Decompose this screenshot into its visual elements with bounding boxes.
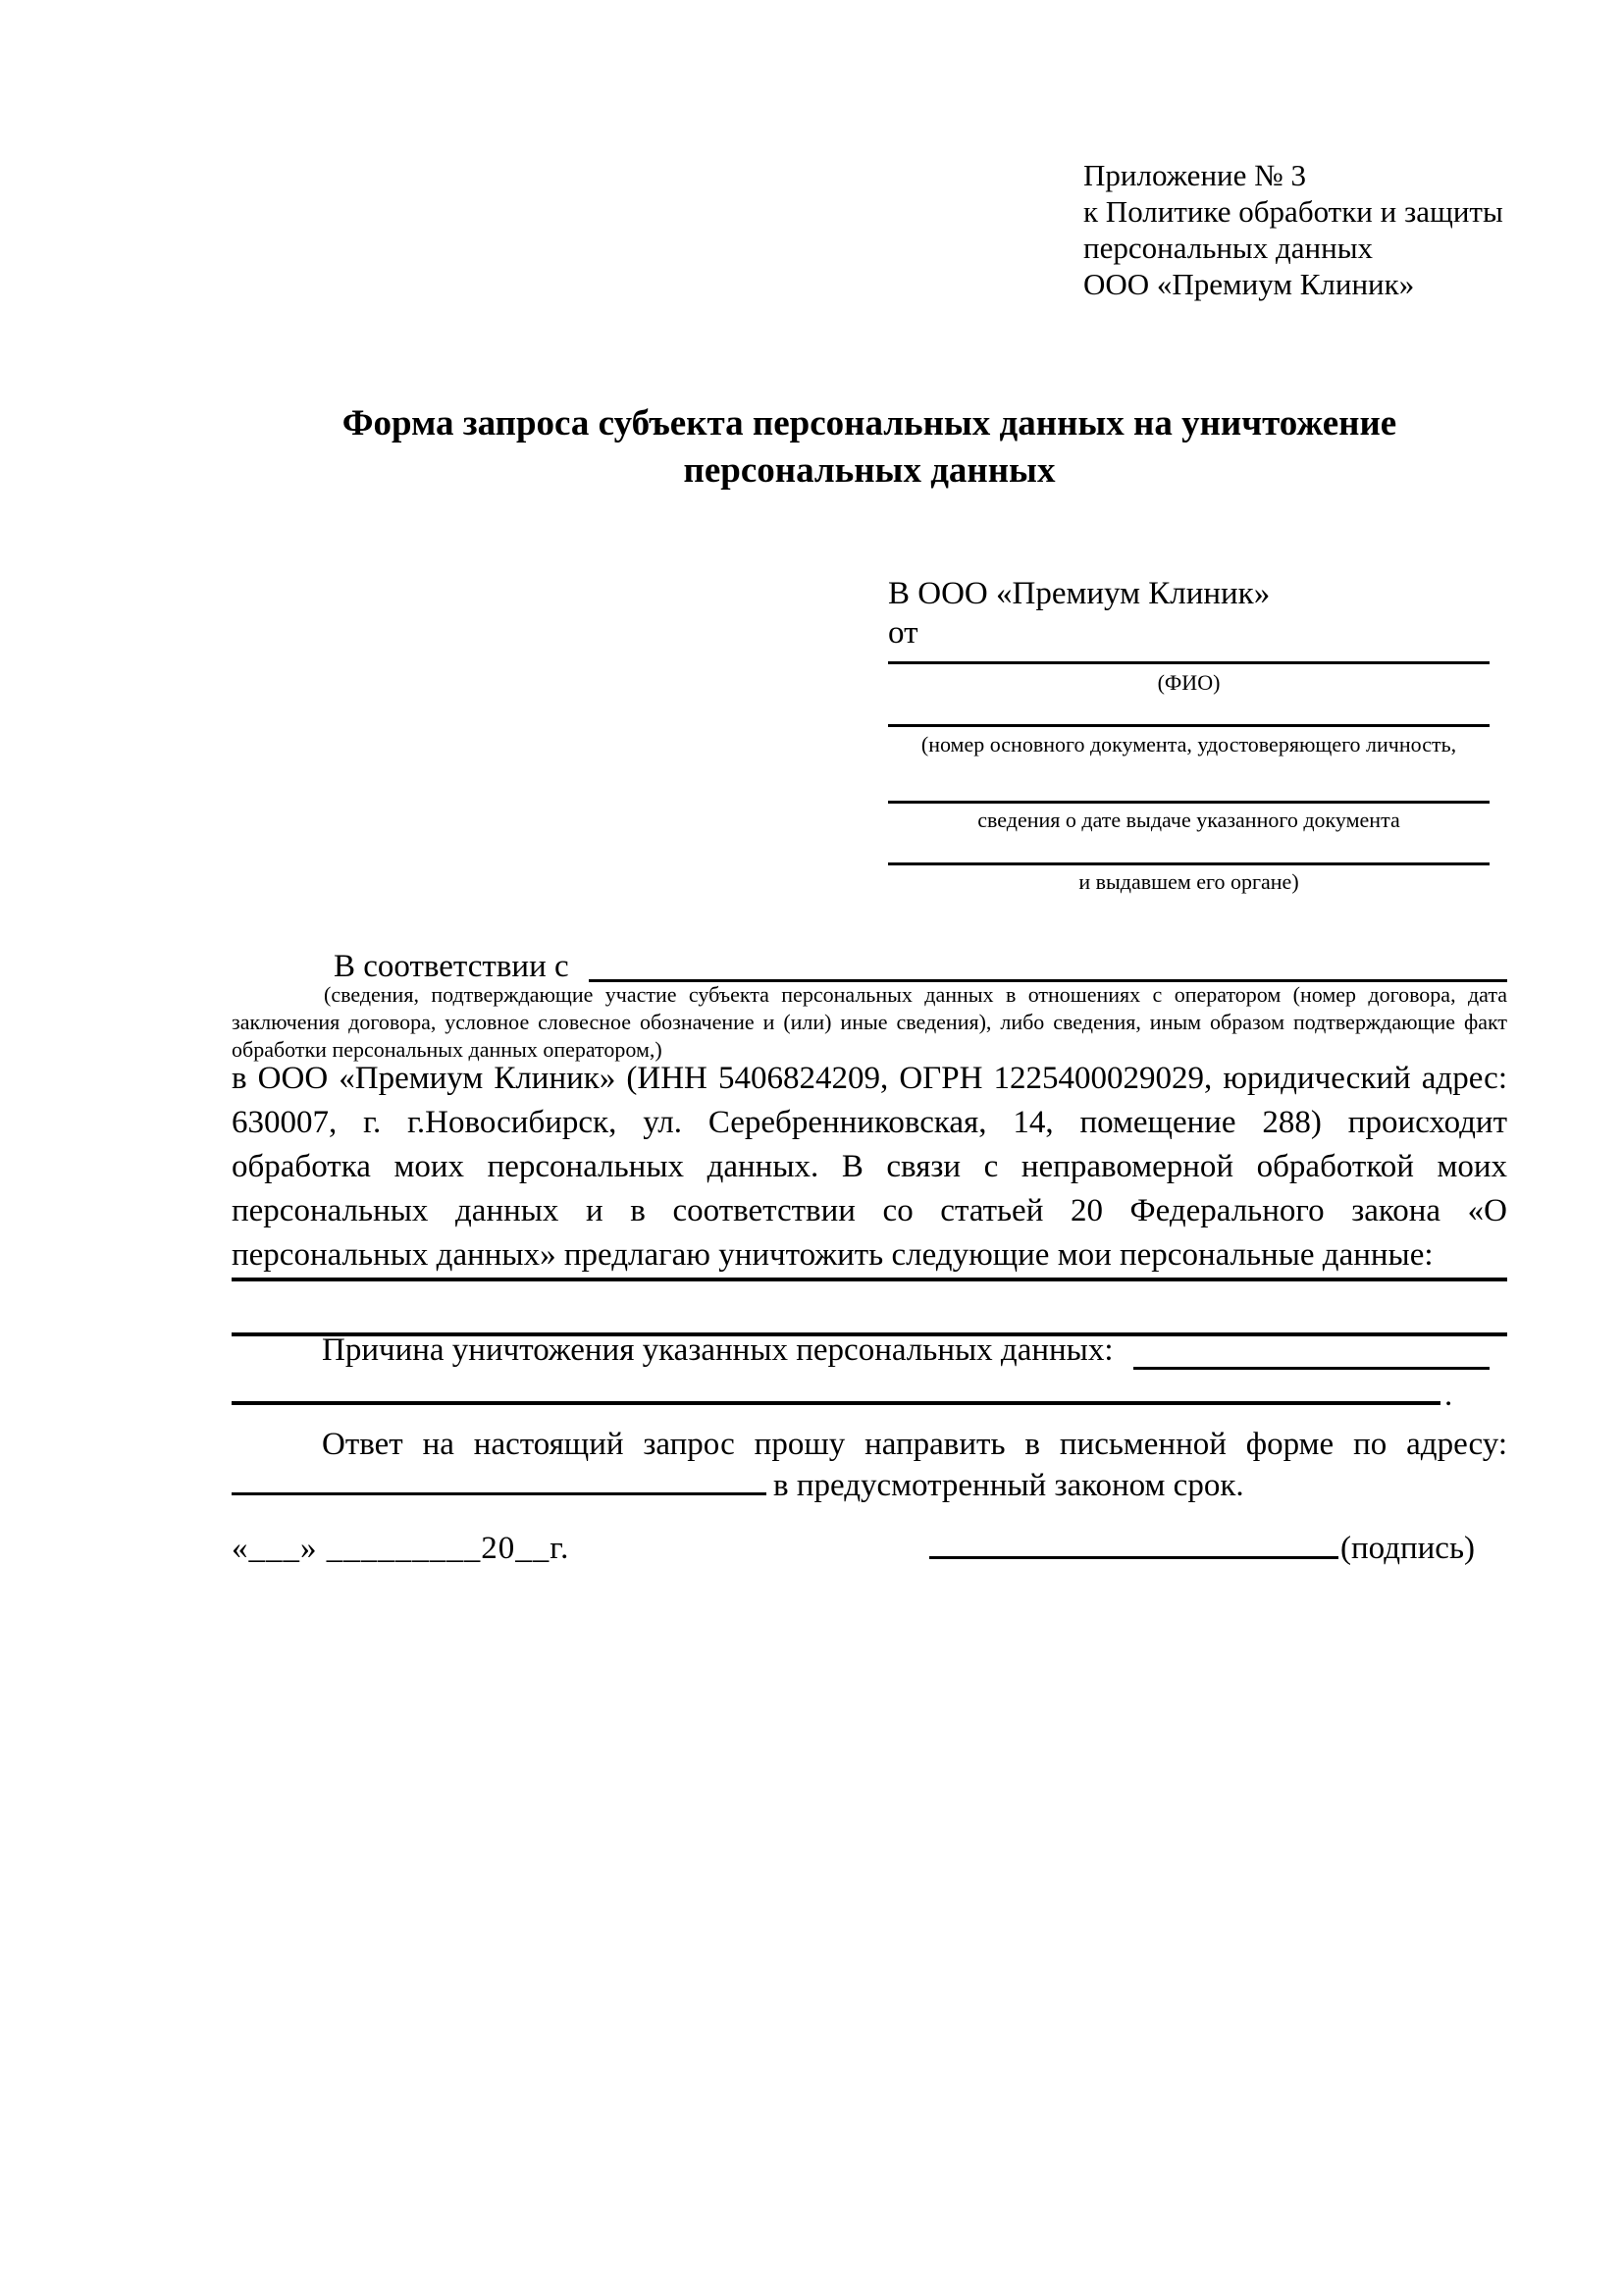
issue-date-blank-line[interactable] [888,801,1490,804]
appendix-header [1083,157,1505,302]
response-address-blank-line[interactable] [232,1492,766,1495]
document-number-caption: (номер основного документа, удостоверяющего личность, [920,732,1457,757]
main-paragraph: в ООО «Премиум Клиник» (ИНН 5406824209, ОГРН 1225400029029, юридический адрес: 630007, г. г.Новосибирск, ул. Серебренниковская, 14, помещение 288) происходит обработка моих персональных данных. В связи с неправомерной обработкой моих персональных данных и в соответствии со статьей 20 Федерального закона «О персональных данных» предлагаю уничтожить следующие мои персональные данные: [232,1061,1507,1273]
appendix-header-line-2: к Политике обработки и защиты [1083,194,1503,229]
data-blank-line-1[interactable] [232,1278,1507,1281]
issuing-authority-blank-line[interactable] [888,862,1490,865]
reason-label: Причина уничтожения указанных персональных данных: [322,1332,1114,1368]
from-label: от [888,615,918,651]
issuing-authority-caption: и выдавшем его органе) [1078,869,1299,894]
reason-blank-line-2[interactable] [232,1401,1440,1405]
signature-caption: (подпись) [1340,1531,1475,1566]
accordance-lead: В соответствии с [334,949,569,984]
issue-date-caption: сведения о дате выдаче указанного документа [977,808,1400,832]
appendix-header-line-1: Приложение № 3 [1083,158,1306,192]
response-request-line: Ответ на настоящий запрос прошу направить в письменной форме по адресу: [322,1427,1507,1462]
appendix-header-line-4: ООО «Премиум Клиник» [1083,267,1415,301]
fio-blank-line[interactable] [888,661,1490,664]
reason-blank-line[interactable] [1133,1367,1490,1370]
document-number-blank-line[interactable] [888,724,1490,727]
signature-blank-line[interactable] [929,1556,1338,1559]
appendix-header-line-3: персональных данных [1083,231,1374,265]
fio-caption: (ФИО) [1157,670,1221,695]
response-deadline-tail: в предусмотренный законом срок. [773,1468,1244,1503]
document-title: Форма запроса субъекта персональных данных на уничтожение персональных данных [341,403,1397,491]
addressee-organization: В ООО «Премиум Клиник» [888,576,1271,611]
date-template[interactable]: «___» _________20__г. [232,1531,570,1566]
accordance-footnote: (сведения, подтверждающие участие субъекта персональных данных в отношениях с оператором (номер договора, дата заключения договора, условное словесное обозначение и (или) иные сведения), либо сведения, иным образом подтверждающие факт обработки персональных данных оператором,) [232,982,1507,1062]
trailing-period: . [1444,1378,1453,1413]
